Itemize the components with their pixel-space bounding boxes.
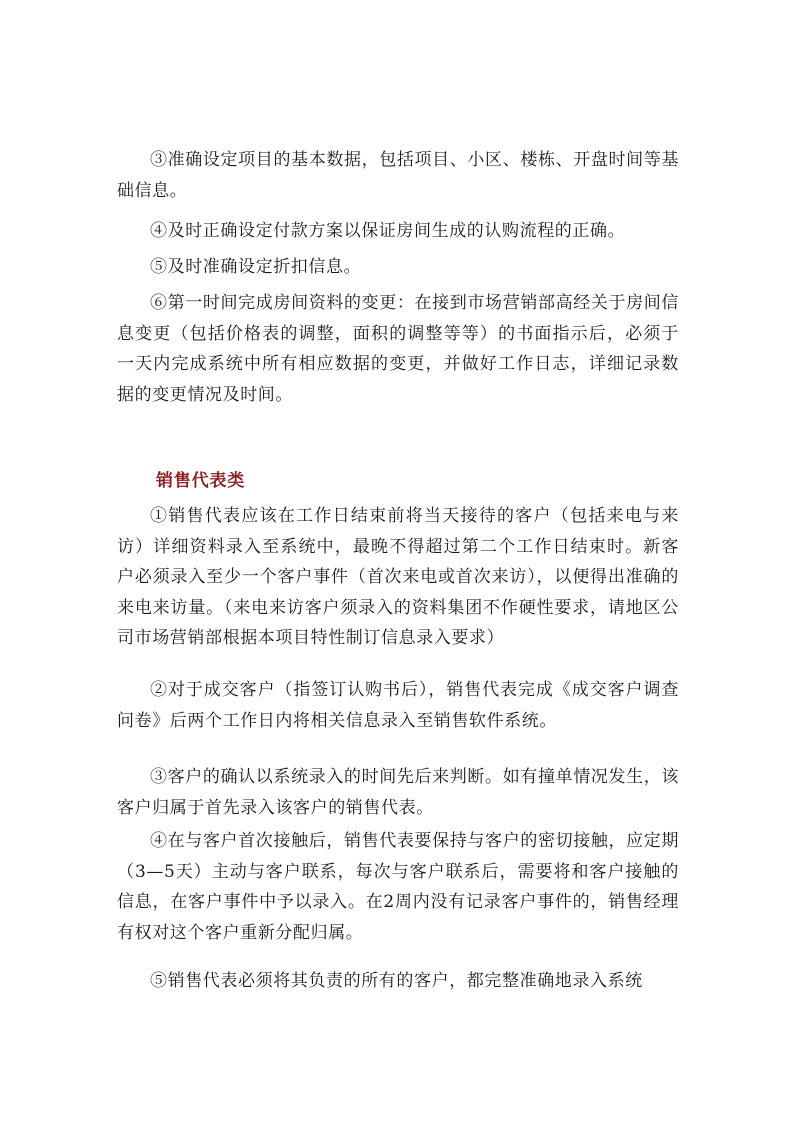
paragraph-basic-data: ③准确设定项目的基本数据，包括项目、小区、楼栋、开盘时间等基础信息。 <box>117 150 679 201</box>
paragraph-discount-info: ⑤及时准确设定折扣信息。 <box>150 257 362 277</box>
paragraph-payment-plan: ④及时正确设定付款方案以保证房间生成的认购流程的正确。 <box>150 221 626 241</box>
section-heading-sales-rep: 销售代表类 <box>156 471 245 491</box>
paragraph-complete-entry: ⑤销售代表必须将其负责的所有的客户，都完整准确地录入系统 <box>150 971 643 991</box>
paragraph-room-data-change: ⑥第一时间完成房间资料的变更：在接到市场营销部高经关于房间信息变更（包括价格表的调整，面积的调整等等）的书面指示后，必须于一天内完成系统中所有相应数据的变更，并做好工作日志，详细记录数据的变更情况及时间。 <box>117 293 679 405</box>
paragraph-client-confirmation: ③客户的确认以系统录入的时间先后来判断。如有撞单情况发生，该客户归属于首先录入该客户的销售代表。 <box>117 767 679 818</box>
paragraph-client-entry: ①销售代表应该在工作日结束前将当天接待的客户（包括来电与来访）详细资料录入至系统中，最晚不得超过第二个工作日结束时。新客户必须录入至少一个客户事件（首次来电或首次来访），以便得出准确的来电来访量。（来电来访客户须录入的资料集团不作硬性要求，请地区公司市场营销部根据本项目特性制订信息录入要求） <box>117 506 679 648</box>
paragraph-client-followup: ④在与客户首次接触后，销售代表要保持与客户的密切接触，应定期（3—5天）主动与客户联系，每次与客户联系后，需要将和客户接触的信息，在客户事件中予以录入。在2周内没有记录客户事件的，销售经理有权对这个客户重新分配归属。 <box>117 831 679 943</box>
paragraph-closed-client: ②对于成交客户（指签订认购书后），销售代表完成《成交客户调查问卷》后两个工作日内将相关信息录入至销售软件系统。 <box>117 680 679 731</box>
